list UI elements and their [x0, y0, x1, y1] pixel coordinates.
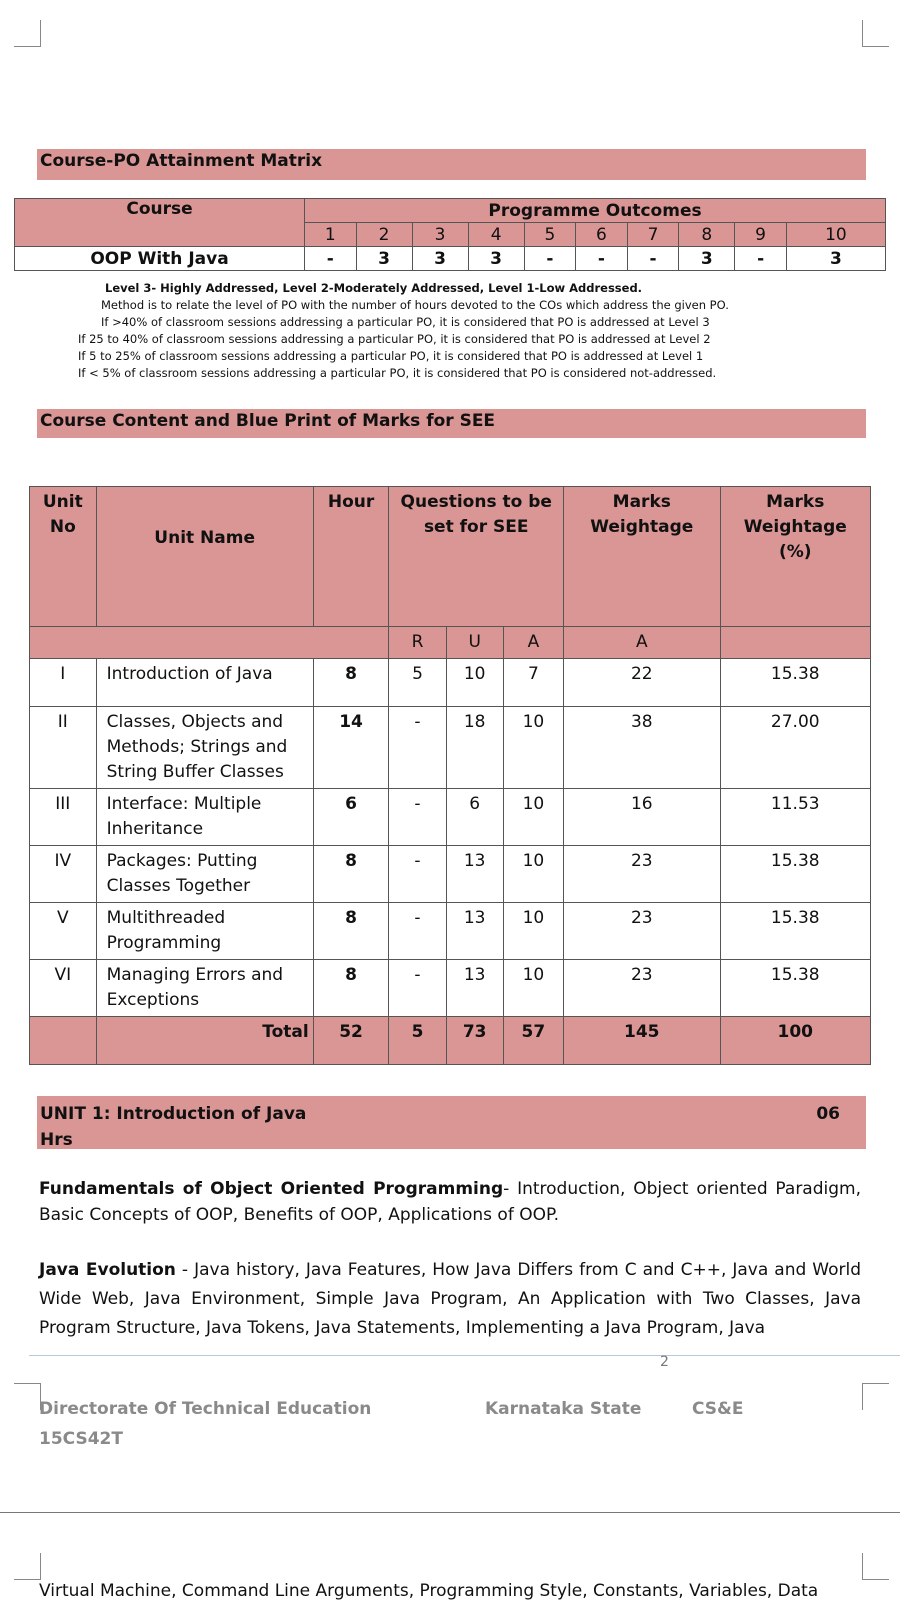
note-line: If 25 to 40% of classroom sessions addressing a particular PO, it is considered that PO is addressed at Level 2 — [78, 332, 711, 346]
unit-name-header — [96, 487, 313, 627]
note-line: Level 3- Highly Addressed, Level 2-Moderately Addressed, Level 1-Low Addressed. — [105, 281, 643, 295]
note-line: If >40% of classroom sessions addressing a particular PO, it is considered that PO is addressed at Level 3 — [101, 315, 710, 329]
footer-rule — [29, 1355, 900, 1356]
p1-text: - Introduction, Object oriented Paradigm, Basic Concepts of OOP, Benefits of OOP, Applications of OOP. — [39, 1179, 861, 1225]
footer-code: 15CS42T — [39, 1429, 123, 1449]
hour-header: Hour — [313, 487, 389, 627]
hour-cell: 8 — [313, 960, 389, 1017]
footer-dept: CS&E — [692, 1399, 744, 1419]
unit-name-cell: Introduction of Java — [96, 659, 313, 707]
po-value-cell: 3 — [412, 247, 468, 271]
outcomes-header: Programme Outcomes — [305, 199, 886, 223]
r-cell: 5 — [389, 659, 446, 707]
po-value-cell: 3 — [679, 247, 735, 271]
see-blueprint-table — [29, 486, 871, 1065]
hour-cell: 6 — [313, 789, 389, 846]
po-value-cell: 3 — [356, 247, 412, 271]
questions-header: Questions to be set for SEE — [389, 487, 564, 627]
paragraph-fundamentals — [39, 1176, 861, 1228]
r-cell: - — [389, 960, 446, 1017]
unit-no-cell: V — [30, 903, 97, 960]
p2-bold: Java Evolution — [39, 1260, 176, 1280]
po-value-cell: 3 — [468, 247, 524, 271]
table-row — [30, 903, 871, 960]
u-cell: 13 — [446, 846, 503, 903]
table-row — [30, 846, 871, 903]
hour-cell: 8 — [313, 846, 389, 903]
po-matrix-title: Course-PO Attainment Matrix — [37, 149, 866, 180]
total-row — [30, 1017, 871, 1065]
course-header: Course — [15, 199, 305, 247]
u-header: U — [446, 627, 503, 659]
table-row — [30, 789, 871, 846]
po-value-cell: - — [576, 247, 628, 271]
u-cell: 6 — [446, 789, 503, 846]
sub-header-blank — [720, 627, 870, 659]
hour-cell: 8 — [313, 903, 389, 960]
u-cell: 18 — [446, 707, 503, 789]
crop-mark — [14, 20, 41, 47]
hour-cell: 8 — [313, 659, 389, 707]
r-cell: - — [389, 789, 446, 846]
footer-directorate: Directorate Of Technical Education — [39, 1399, 372, 1419]
page-number: 2 — [660, 1354, 669, 1370]
crop-mark — [862, 1383, 889, 1410]
unit-no-cell: II — [30, 707, 97, 789]
a-header: A — [503, 627, 563, 659]
unit1-hours: 06 — [816, 1104, 840, 1124]
a-cell: 10 — [503, 707, 563, 789]
po-attainment-table — [14, 198, 886, 271]
po-number-cell: 1 — [305, 223, 357, 247]
unit-no-cell: VI — [30, 960, 97, 1017]
u-cell: 13 — [446, 960, 503, 1017]
unit-name-header-text: Unit Name — [154, 528, 256, 548]
po-number-cell: 2 — [356, 223, 412, 247]
p2-text: - Java history, Java Features, How Java Differs from C and C++, Java and World Wide Web, Java Environment, Simple Java Program, An Application with Two Classes, Java Program Structure, Java Tokens, Java Statements, Implementing a Java Program, Java — [39, 1260, 862, 1338]
unit1-hrs: Hrs — [40, 1130, 73, 1150]
table-row — [30, 707, 871, 789]
marks-cell: 38 — [564, 707, 720, 789]
a-cell: 10 — [503, 846, 563, 903]
unit-name-cell: Multithreaded Programming — [96, 903, 313, 960]
crop-mark — [862, 20, 889, 47]
po-number-cell: 9 — [735, 223, 787, 247]
unit-no-cell: III — [30, 789, 97, 846]
u-cell: 13 — [446, 903, 503, 960]
sub-header-blank — [30, 627, 389, 659]
po-number-cell: 8 — [679, 223, 735, 247]
paragraph-java-evolution — [39, 1256, 861, 1343]
total-label: Total — [96, 1017, 313, 1065]
r-header: R — [389, 627, 446, 659]
po-value-cell: - — [627, 247, 679, 271]
unit1-heading — [37, 1096, 866, 1149]
table-row — [30, 960, 871, 1017]
a-cell: 10 — [503, 960, 563, 1017]
unit-name-cell: Packages: Putting Classes Together — [96, 846, 313, 903]
pct-cell: 27.00 — [720, 707, 870, 789]
marks-a-header: A — [564, 627, 720, 659]
crop-mark — [862, 1553, 889, 1580]
pct-cell: 11.53 — [720, 789, 870, 846]
po-number-cell: 4 — [468, 223, 524, 247]
po-value-cell: - — [735, 247, 787, 271]
r-cell: - — [389, 903, 446, 960]
pct-cell: 15.38 — [720, 903, 870, 960]
unit-name-cell: Interface: Multiple Inheritance — [96, 789, 313, 846]
note-line: If 5 to 25% of classroom sessions addressing a particular PO, it is considered that PO is addressed at Level 1 — [78, 349, 704, 363]
page-separator — [0, 1512, 900, 1513]
unit-name-cell: Classes, Objects and Methods; Strings and String Buffer Classes — [96, 707, 313, 789]
total-hour: 52 — [313, 1017, 389, 1065]
total-a: 57 — [503, 1017, 563, 1065]
next-page-line: Virtual Machine, Command Line Arguments, Programming Style, Constants, Variables, Data — [39, 1581, 819, 1601]
a-cell: 10 — [503, 789, 563, 846]
po-number-cell: 5 — [524, 223, 576, 247]
see-title: Course Content and Blue Print of Marks for SEE — [37, 409, 866, 438]
total-pct: 100 — [720, 1017, 870, 1065]
unit-name-cell: Managing Errors and Exceptions — [96, 960, 313, 1017]
marks-cell: 16 — [564, 789, 720, 846]
r-cell: - — [389, 707, 446, 789]
po-value-cell: 3 — [786, 247, 885, 271]
unit-no-header: Unit No — [30, 487, 97, 627]
marks-cell: 23 — [564, 903, 720, 960]
crop-mark — [14, 1553, 41, 1580]
unit-no-cell: IV — [30, 846, 97, 903]
table-row — [30, 659, 871, 707]
marks-header: Marks Weightage — [564, 487, 720, 627]
total-u: 73 — [446, 1017, 503, 1065]
a-cell: 10 — [503, 903, 563, 960]
u-cell: 10 — [446, 659, 503, 707]
hour-cell: 14 — [313, 707, 389, 789]
marks-cell: 22 — [564, 659, 720, 707]
note-line: If < 5% of classroom sessions addressing a particular PO, it is considered that PO is considered not-addressed. — [78, 366, 717, 380]
unit1-title: UNIT 1: Introduction of Java — [40, 1104, 307, 1124]
po-value-cell: - — [305, 247, 357, 271]
r-cell: - — [389, 846, 446, 903]
total-r: 5 — [389, 1017, 446, 1065]
total-marks: 145 — [564, 1017, 720, 1065]
pct-cell: 15.38 — [720, 659, 870, 707]
footer-state: Karnataka State — [485, 1399, 642, 1419]
po-number-cell: 3 — [412, 223, 468, 247]
a-cell: 7 — [503, 659, 563, 707]
unit-no-cell: I — [30, 659, 97, 707]
po-number-cell: 6 — [576, 223, 628, 247]
course-name: OOP With Java — [15, 247, 305, 271]
note-line: Method is to relate the level of PO with the number of hours devoted to the COs which address the given PO. — [101, 298, 729, 312]
marks-pct-header: Marks Weightage (%) — [720, 487, 870, 627]
total-blank — [30, 1017, 97, 1065]
marks-cell: 23 — [564, 960, 720, 1017]
marks-cell: 23 — [564, 846, 720, 903]
po-number-cell: 10 — [786, 223, 885, 247]
crop-mark — [14, 1383, 41, 1410]
po-number-cell: 7 — [627, 223, 679, 247]
pct-cell: 15.38 — [720, 846, 870, 903]
po-value-cell: - — [524, 247, 576, 271]
pct-cell: 15.38 — [720, 960, 870, 1017]
p1-bold: Fundamentals of Object Oriented Programming — [39, 1179, 504, 1199]
